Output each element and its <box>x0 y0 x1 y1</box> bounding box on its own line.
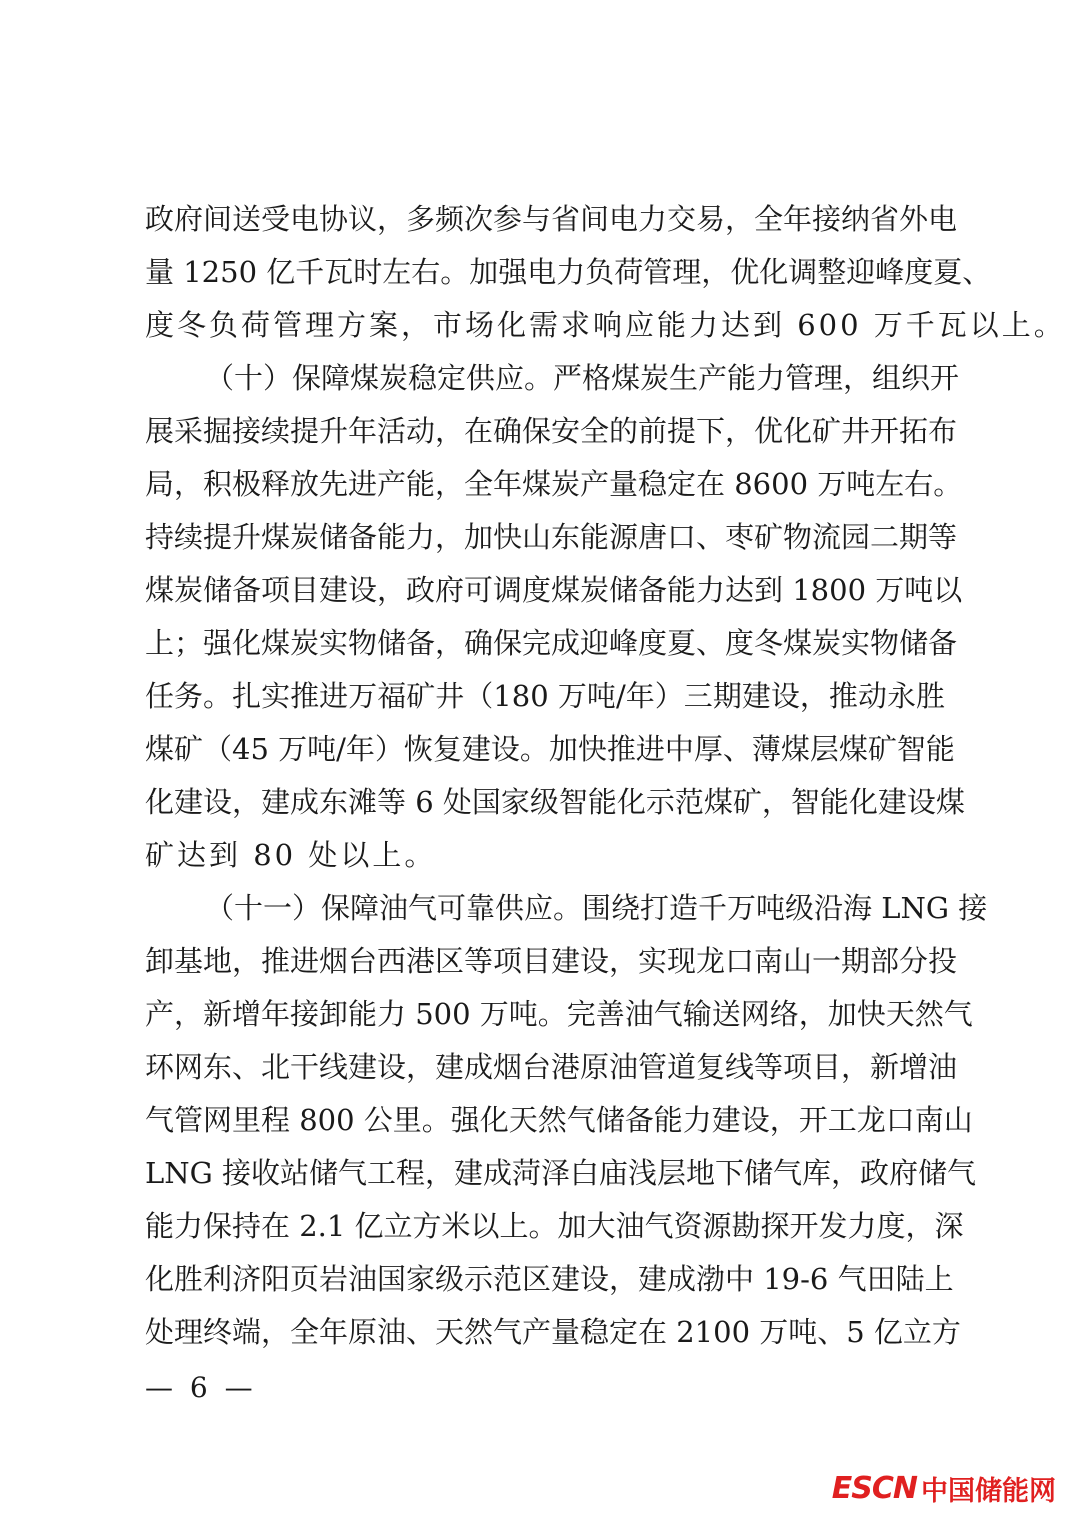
escn-watermark-logo <box>832 1468 1056 1508</box>
section-ten-heading-line: （十）保障煤炭稳定供应。严格煤炭生产能力管理，组织开 <box>205 361 960 395</box>
body-line-17: 环网东、北干线建设，建成烟台港原油管道复线等项目，新增油 <box>145 1050 958 1084</box>
body-line-7: 持续提升煤炭储备能力，加快山东能源唐口、枣矿物流园二期等 <box>145 520 958 554</box>
body-line-15: 卸基地，推进烟台西港区等项目建设，实现龙口南山一期部分投 <box>145 944 958 978</box>
logo-mark: ESCN <box>831 1470 917 1506</box>
section-eleven-heading-line: （十一）保障油气可靠供应。围绕打造千万吨级沿海 LNG 接 <box>205 891 988 925</box>
body-line-20: 能力保持在 2.1 亿立方米以上。加大油气资源勘探开发力度，深 <box>145 1209 964 1243</box>
logo-text: 中国储能网 <box>921 1475 1056 1507</box>
body-line-9: 上；强化煤炭实物储备，确保完成迎峰度夏、度冬煤炭实物储备 <box>145 626 958 660</box>
body-line-22: 处理终端，全年原油、天然气产量稳定在 2100 万吨、5 亿立方 <box>145 1315 961 1349</box>
body-line-18: 气管网里程 800 公里。强化天然气储备能力建设，开工龙口南山 <box>145 1103 973 1137</box>
body-line-19: LNG 接收站储气工程，建成菏泽白庙浅层地下储气库，政府储气 <box>145 1156 977 1190</box>
page-number: — 6 — <box>145 1371 257 1404</box>
body-line-3: 度冬负荷管理方案，市场化需求响应能力达到 600 万千瓦以上。 <box>145 308 1066 342</box>
body-line-10: 任务。扎实推进万福矿井（180 万吨/年）三期建设，推动永胜 <box>145 679 945 713</box>
body-line-16: 产，新增年接卸能力 500 万吨。完善油气输送网络，加快天然气 <box>145 997 973 1031</box>
body-line-6: 局，积极释放先进产能，全年煤炭产量稳定在 8600 万吨左右。 <box>145 467 963 501</box>
body-line-12: 化建设，建成东滩等 6 处国家级智能化示范煤矿，智能化建设煤 <box>145 785 965 819</box>
body-line-2: 量 1250 亿千瓦时左右。加强电力负荷管理，优化调整迎峰度夏、 <box>145 255 992 289</box>
body-line-5: 展采掘接续提升年活动，在确保安全的前提下，优化矿井开拓布 <box>145 414 958 448</box>
body-line-1: 政府间送受电协议，多频次参与省间电力交易，全年接纳省外电 <box>145 202 958 236</box>
body-line-21: 化胜利济阳页岩油国家级示范区建设，建成渤中 19-6 气田陆上 <box>145 1262 954 1296</box>
body-line-8: 煤炭储备项目建设，政府可调度煤炭储备能力达到 1800 万吨以 <box>145 573 963 607</box>
body-line-13: 矿达到 80 处以上。 <box>145 838 437 872</box>
body-line-11: 煤矿（45 万吨/年）恢复建设。加快推进中厚、薄煤层煤矿智能 <box>145 732 955 766</box>
